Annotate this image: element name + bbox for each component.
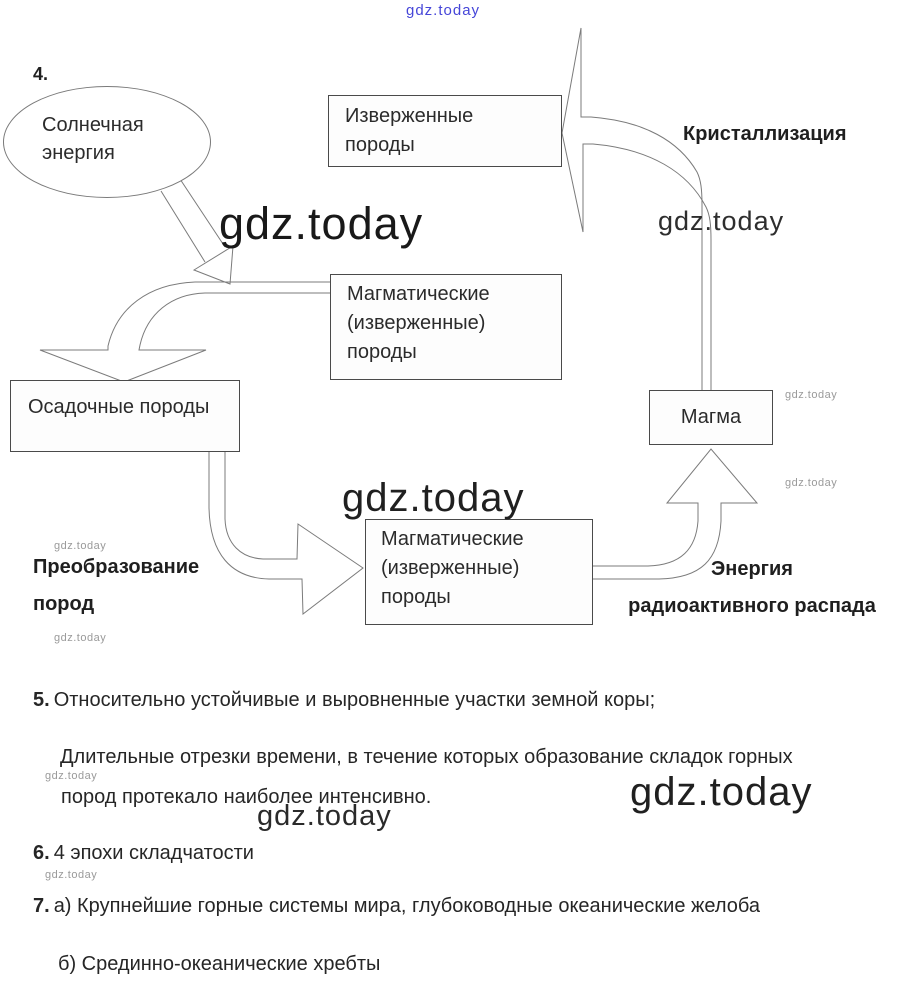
answer-6: 6. 4 эпохи складчатости	[33, 842, 254, 864]
transformation-label-line1: Преобразование	[33, 556, 200, 578]
question-4-number: 4.	[33, 64, 49, 84]
sun-energy-arrow-shaft	[161, 179, 225, 262]
watermark-small-3: gdz.today	[785, 389, 838, 401]
watermark-small-6: gdz.today	[45, 869, 98, 881]
watermark-top-blue: gdz.today	[406, 2, 481, 19]
magma-box: Магма	[649, 390, 773, 445]
solar-energy-label: Солнечная энергия	[42, 114, 144, 164]
watermark-small-5: gdz.today	[45, 770, 98, 782]
watermark-large-upper: gdz.today	[219, 198, 424, 249]
sedimentary-rocks-box: Осадочные породы	[10, 380, 240, 452]
transformation-label-line2: пород	[33, 593, 95, 615]
solar-energy-ellipse	[3, 86, 211, 198]
igneous-rocks-box: Изверженные породы	[328, 95, 562, 167]
answer-5-line1: 5. Относительно устойчивые и выровненные участки земной коры;	[33, 689, 656, 711]
watermark-small-4: gdz.today	[785, 477, 838, 489]
crystallization-arrow-lower-edge	[562, 133, 711, 390]
watermark-large-center: gdz.today	[342, 476, 525, 520]
magmatic-rocks-upper-box: Магматические (изверженные) породы	[330, 274, 562, 380]
answer-7-line-b: б) Срединно-океанические хребты	[58, 953, 381, 975]
sun-energy-arrow-head	[194, 246, 233, 284]
answer-5-line2: Длительные отрезки времени, в течение которых образование складок горных	[60, 746, 793, 768]
answer-7-number: 7.	[33, 895, 50, 917]
answer-7-line-a: 7. а) Крупнейшие горные системы мира, глубоководные океанические желоба	[33, 895, 760, 917]
watermark-medium-bottom: gdz.today	[257, 800, 392, 832]
decay-energy-label-line2: радиоактивного распада	[628, 595, 876, 617]
watermark-small-1: gdz.today	[54, 540, 107, 552]
weathering-bent-arrow	[40, 282, 330, 382]
magmatic-rocks-center-box: Магматические (изверженные) породы	[365, 519, 593, 625]
watermark-large-bottom: gdz.today	[630, 770, 813, 814]
watermark-medium-right: gdz.today	[658, 206, 785, 236]
answer-5-number: 5.	[33, 689, 50, 711]
answer-5-line3: пород протекало наиболее интенсивно.	[61, 786, 432, 808]
crystallization-label: Кристаллизация	[683, 123, 847, 145]
watermark-small-2: gdz.today	[54, 632, 107, 644]
answer-6-number: 6.	[33, 842, 50, 864]
decay-energy-label-line1: Энергия	[711, 558, 793, 580]
sediment-transform-bent-arrow	[209, 452, 363, 614]
